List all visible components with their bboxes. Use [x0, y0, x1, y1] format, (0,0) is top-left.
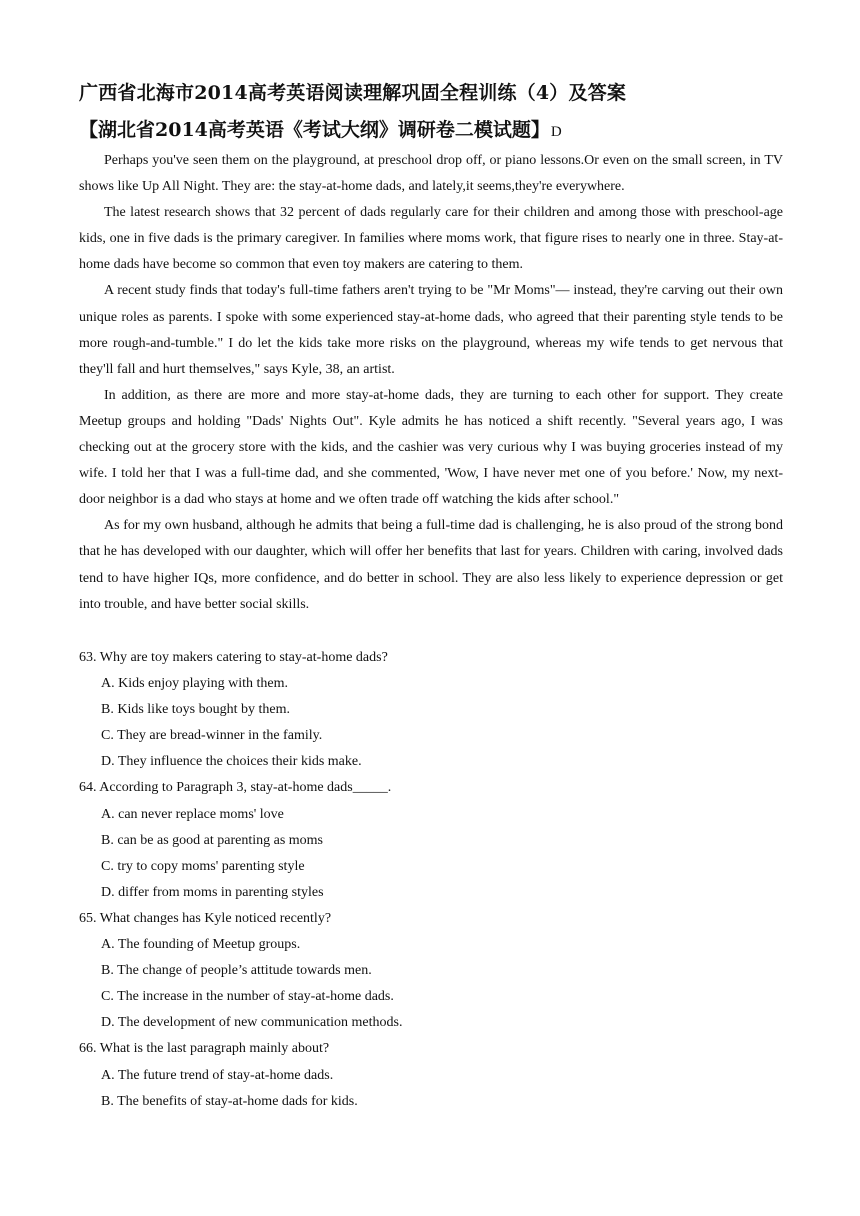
answer-option: A. The founding of Meetup groups.: [101, 937, 301, 953]
question-66: [79, 1036, 783, 1114]
reading-passage: [79, 148, 783, 618]
answer-option: C. The increase in the number of stay-at-home dads.: [101, 989, 394, 1005]
answer-option: C. try to copy moms' parenting style: [101, 858, 305, 874]
source-text: 【湖北省2014高考英语《考试大纲》调研卷二模试题】: [79, 119, 550, 141]
question-63: [79, 645, 783, 775]
answer-option: B. can be as good at parenting as moms: [101, 832, 324, 848]
question-64: [79, 775, 783, 905]
passage-paragraph: In addition, as there are more and more stay-at-home dads, they are turning to each other for support. They create Meetup groups and holding "Dads' Nights Out". Kyle admits he has noticed a shift recently. "Several years ago, I was checking out at the grocery store with the kids, and the cashier was very curious why I was buying groceries instead of my wife. I told her that I was a full-time dad, and she commented, 'Wow, I have never met one of you before.' Now, my next-door neighbor is a dad who stays at home and we often trade off watching the kids after school.": [79, 387, 783, 508]
answer-option: A. can never replace moms' love: [101, 806, 284, 822]
answer-option: B. The benefits of stay-at-home dads for kids.: [101, 1093, 358, 1109]
question-list: [79, 645, 783, 1115]
passage-paragraph: The latest research shows that 32 percent of dads regularly care for their children and among those with preschool-age kids, one in five dads is the primary caregiver. In families where moms work, that figure rises to nearly one in three. Stay-at-home dads have become so common that even toy makers are catering to them.: [79, 205, 783, 273]
document-title: 广西省北海市2014高考英语阅读理解巩固全程训练（4）及答案: [79, 82, 627, 104]
passage-paragraph: A recent study finds that today's full-time fathers aren't trying to be "Mr Moms"— instead, they're carving out their own unique roles as parents. I spoke with some experienced stay-at-home dads, who agreed that their parenting style tends to be more rough-and-tumble." I do let the kids take more risks on the playground, whereas my wife tends to get nervous that they'll fall and hurt themselves," says Kyle, 38, an artist.: [79, 283, 783, 377]
answer-option: D. differ from moms in parenting styles: [101, 884, 324, 900]
question-stem: 63. Why are toy makers catering to stay-at-home dads?: [79, 650, 388, 665]
passage-paragraph: Perhaps you've seen them on the playground, at preschool drop off, or piano lessons.Or even on the small screen, in TV shows like Up All Night. They are: the stay-at-home dads, and lately,it seems,they're everywhere.: [79, 153, 783, 195]
answer-option: A. The future trend of stay-at-home dads.: [101, 1067, 334, 1083]
question-stem: 64. According to Paragraph 3, stay-at-home dads_____.: [79, 780, 392, 796]
question-65: [79, 906, 783, 1036]
question-stem: 65. What changes has Kyle noticed recently?: [79, 910, 332, 926]
answer-option: C. They are bread-winner in the family.: [101, 728, 323, 744]
answer-option: D. The development of new communication methods.: [101, 1015, 403, 1031]
answer-option: B. The change of people’s attitude towards men.: [101, 963, 372, 979]
passage-label: D: [550, 124, 562, 140]
document-source: [79, 115, 562, 142]
answer-option: B. Kids like toys bought by them.: [101, 702, 290, 718]
passage-paragraph: As for my own husband, although he admits that being a full-time dad is challenging, he is also proud of the strong bond that he has developed with our daughter, which will offer her benefits that last for years. Children with caring, involved dads tend to have higher IQs, more confidence, and do better in school. They are also less likely to experience depression or get into trouble, and have better social skills.: [79, 518, 783, 612]
answer-option: D. They influence the choices their kids make.: [101, 754, 362, 770]
question-stem: 66. What is the last paragraph mainly about?: [79, 1041, 330, 1057]
answer-option: A. Kids enjoy playing with them.: [101, 676, 289, 692]
